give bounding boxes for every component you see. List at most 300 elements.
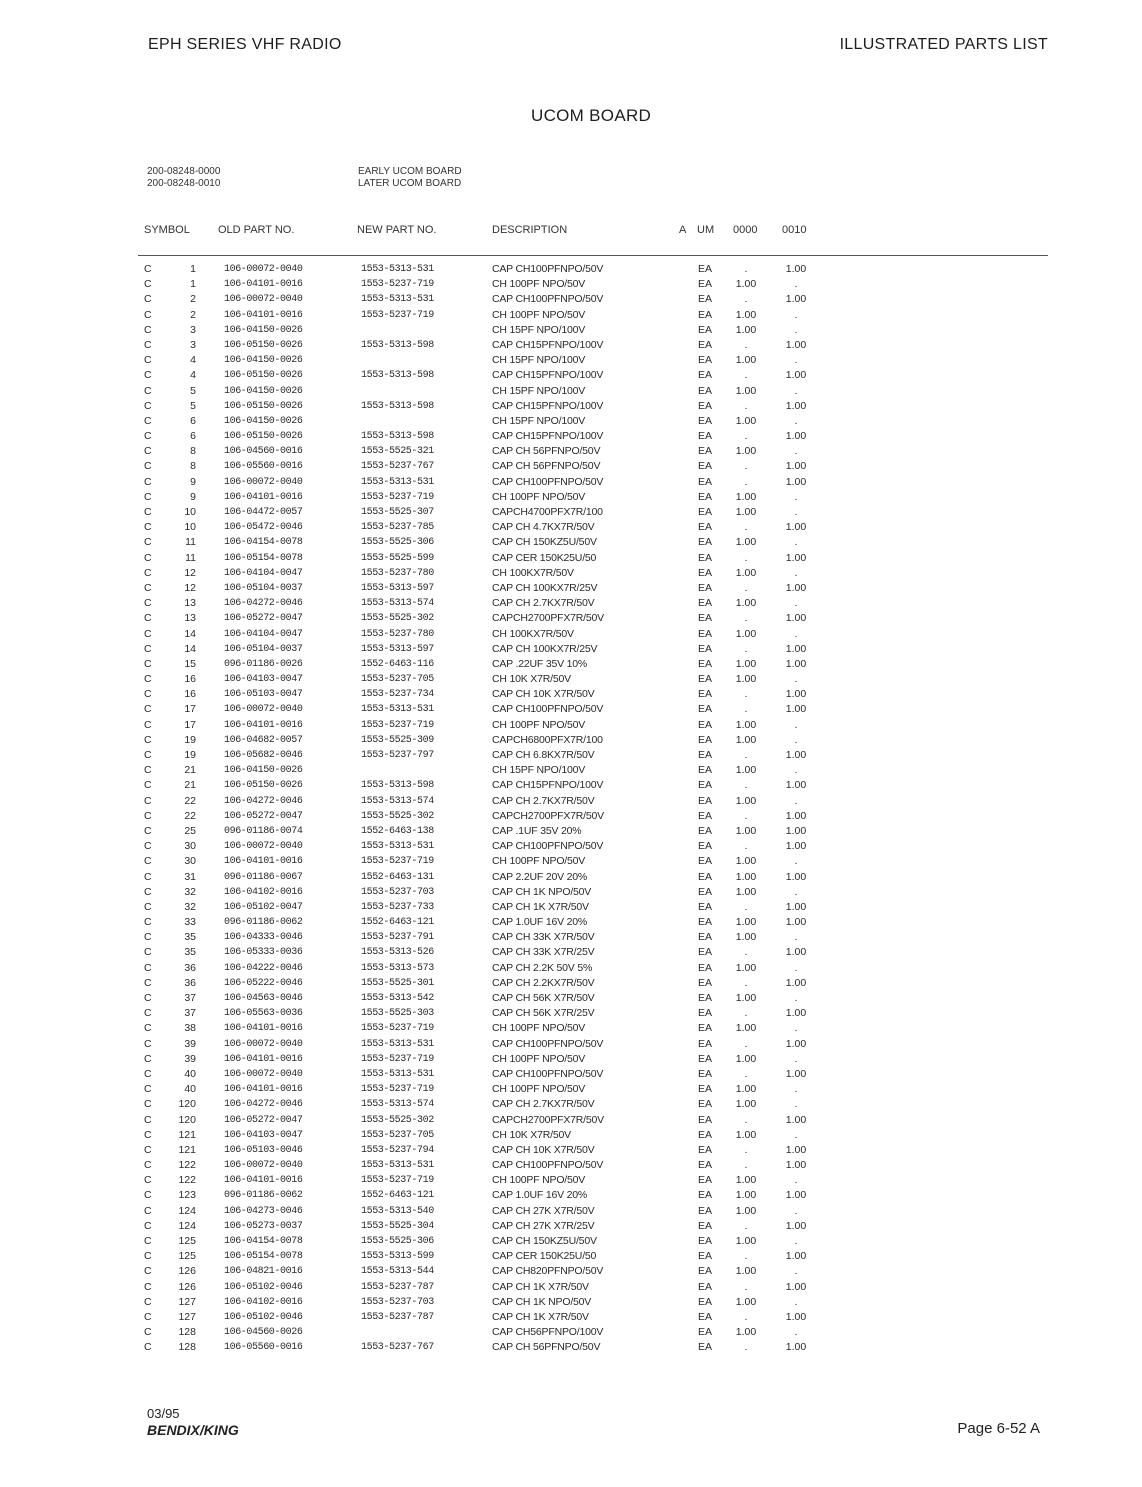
- row-description: CAP CH100PFNPO/50V: [492, 703, 604, 716]
- row-old-part-number: 106-04273-0046: [224, 1205, 303, 1217]
- row-qty-0010: 1.00: [785, 642, 807, 655]
- row-unit: EA: [698, 1219, 713, 1232]
- row-item-number: 39: [184, 1052, 196, 1065]
- row-qty-0010: 1.00: [785, 946, 807, 959]
- row-item-number: 10: [184, 521, 196, 534]
- row-qty-0010: 1.00: [785, 779, 807, 792]
- row-description: CH 100PF NPO/50V: [492, 490, 586, 503]
- row-old-part-number: 106-04103-0047: [224, 674, 303, 686]
- row-description: CAP CH100PFNPO/50V: [492, 840, 604, 853]
- row-old-part-number: 106-04102-0016: [224, 1296, 303, 1308]
- row-new-part-number: 1553-5313-531: [361, 264, 434, 275]
- row-description: CAP CH 56PFNPO/50V: [492, 1341, 601, 1354]
- parts-table: [0, 262, 1142, 1356]
- row-qty-0010: .: [794, 961, 798, 974]
- row-qty-0000: 1.00: [735, 566, 757, 579]
- row-symbol: C: [144, 506, 152, 518]
- row-qty-0000: 1.00: [735, 824, 757, 837]
- row-item-number: 126: [178, 1280, 196, 1293]
- row-description: CAP CH 56K X7R/25V: [492, 1007, 595, 1020]
- row-item-number: 30: [184, 840, 196, 853]
- row-new-part-number: 1553-5525-307: [361, 507, 434, 518]
- row-symbol: C: [144, 1067, 152, 1080]
- row-qty-0000: .: [744, 642, 748, 655]
- row-old-part-number: 106-05103-0047: [224, 689, 303, 701]
- row-symbol: C: [144, 642, 152, 655]
- row-item-number: 127: [178, 1295, 196, 1308]
- row-old-part-number: 106-04150-0026: [224, 324, 303, 336]
- row-old-part-number: 106-04101-0016: [224, 309, 303, 321]
- row-new-part-number: 1552-6463-121: [361, 917, 434, 929]
- row-unit: EA: [698, 430, 713, 443]
- row-unit: EA: [698, 1235, 713, 1247]
- row-symbol: C: [144, 1219, 152, 1232]
- row-item-number: 37: [184, 1007, 196, 1020]
- row-item-number: 12: [184, 581, 196, 594]
- table-row: [0, 915, 1142, 930]
- row-old-part-number: 106-05682-0046: [224, 750, 303, 761]
- row-symbol: C: [144, 627, 152, 640]
- row-qty-0000: 1.00: [735, 992, 757, 1004]
- row-symbol: C: [144, 688, 152, 701]
- row-unit: EA: [698, 992, 713, 1004]
- row-old-part-number: 106-04104-0047: [224, 628, 303, 640]
- row-description: CH 15PF NPO/100V: [492, 323, 586, 336]
- row-item-number: 9: [190, 490, 196, 503]
- row-qty-0010: .: [794, 1204, 798, 1217]
- row-description: CAP CH 6.8KX7R/50V: [492, 749, 595, 761]
- row-qty-0000: 1.00: [735, 931, 757, 944]
- row-qty-0000: 1.00: [735, 885, 757, 898]
- row-qty-0000: .: [744, 338, 748, 351]
- row-item-number: 16: [184, 673, 196, 686]
- row-qty-0000: 1.00: [735, 323, 757, 336]
- row-qty-0010: 1.00: [785, 1159, 807, 1172]
- row-qty-0010: 1.00: [785, 460, 807, 473]
- row-qty-0010: .: [794, 414, 798, 427]
- row-description: CAP CH 150KZ5U/50V: [492, 536, 597, 549]
- row-description: CAP CER 150K25U/50: [492, 551, 597, 564]
- row-symbol: C: [144, 1341, 152, 1354]
- table-row: [0, 262, 1142, 277]
- row-description: CAP 2.2UF 20V 20%: [492, 870, 588, 883]
- table-row: [0, 1234, 1142, 1249]
- row-qty-0010: .: [794, 354, 798, 367]
- row-description: CAP .1UF 35V 20%: [492, 824, 582, 837]
- row-qty-0010: .: [794, 308, 798, 321]
- row-old-part-number: 106-04102-0016: [224, 886, 303, 898]
- row-qty-0010: .: [794, 566, 798, 579]
- row-description: CH 100PF NPO/50V: [492, 1022, 586, 1035]
- row-qty-0000: .: [744, 399, 748, 412]
- table-row: [0, 444, 1142, 459]
- row-old-part-number: 106-04821-0016: [224, 1266, 303, 1278]
- col-symbol: SYMBOL: [144, 224, 190, 236]
- row-old-part-number: 106-05333-0036: [224, 947, 303, 959]
- row-qty-0000: .: [744, 263, 748, 275]
- row-unit: EA: [698, 1326, 713, 1339]
- row-item-number: 13: [184, 612, 196, 625]
- row-new-part-number: 1553-5313-598: [361, 370, 434, 382]
- row-item-number: 37: [184, 992, 196, 1004]
- row-item-number: 122: [178, 1174, 196, 1187]
- row-item-number: 15: [184, 657, 196, 670]
- row-description: CAP .22UF 35V 10%: [492, 657, 588, 670]
- row-description: CAP CH100PFNPO/50V: [492, 1037, 604, 1050]
- row-symbol: C: [144, 870, 152, 883]
- row-old-part-number: 096-01186-0074: [224, 825, 303, 837]
- row-old-part-number: 106-04101-0016: [224, 719, 303, 731]
- row-item-number: 125: [178, 1235, 196, 1247]
- row-description: CH 100KX7R/50V: [492, 566, 574, 579]
- row-description: CAP CH820PFNPO/50V: [492, 1265, 604, 1278]
- row-new-part-number: 1553-5313-540: [361, 1205, 434, 1217]
- row-symbol: C: [144, 612, 152, 625]
- row-qty-0000: .: [744, 581, 748, 594]
- row-new-part-number: 1553-5237-719: [361, 1084, 434, 1096]
- row-unit: EA: [698, 688, 713, 701]
- table-row: [0, 338, 1142, 353]
- row-new-part-number: 1553-5525-302: [361, 613, 434, 625]
- row-unit: EA: [698, 916, 713, 929]
- row-old-part-number: 106-04563-0046: [224, 993, 303, 1004]
- row-description: CAP CH 4.7KX7R/50V: [492, 521, 595, 534]
- row-new-part-number: 1552-6463-131: [361, 871, 434, 883]
- table-row: [0, 368, 1142, 383]
- row-qty-0000: .: [744, 1250, 748, 1263]
- row-unit: EA: [698, 506, 713, 518]
- table-row: [0, 1021, 1142, 1036]
- row-symbol: C: [144, 976, 152, 989]
- row-symbol: C: [144, 1083, 152, 1096]
- row-item-number: 19: [184, 733, 196, 746]
- row-item-number: 40: [184, 1083, 196, 1096]
- row-new-part-number: 1553-5237-767: [361, 461, 434, 473]
- row-qty-0000: 1.00: [735, 855, 757, 868]
- row-old-part-number: 106-04222-0046: [224, 962, 303, 974]
- row-qty-0000: 1.00: [735, 1083, 757, 1096]
- row-new-part-number: 1552-6463-116: [361, 658, 434, 670]
- row-qty-0010: 1.00: [785, 657, 807, 670]
- row-unit: EA: [698, 1052, 713, 1065]
- row-symbol: C: [144, 384, 152, 397]
- row-unit: EA: [698, 1067, 713, 1080]
- row-unit: EA: [698, 536, 713, 549]
- row-new-part-number: 1552-6463-138: [361, 825, 434, 837]
- row-description: CAP CH 10K X7R/50V: [492, 1143, 595, 1156]
- row-unit: EA: [698, 1143, 713, 1156]
- row-qty-0010: 1.00: [785, 1280, 807, 1293]
- row-item-number: 124: [178, 1204, 196, 1217]
- row-symbol: C: [144, 931, 152, 944]
- row-new-part-number: 1553-5237-719: [361, 491, 434, 503]
- row-item-number: 40: [184, 1067, 196, 1080]
- row-qty-0000: 1.00: [735, 1204, 757, 1217]
- table-row: [0, 900, 1142, 915]
- row-qty-0010: 1.00: [785, 430, 807, 443]
- row-new-part-number: 1553-5525-599: [361, 552, 434, 564]
- row-qty-0000: 1.00: [735, 490, 757, 503]
- row-symbol: C: [144, 900, 152, 913]
- row-qty-0000: 1.00: [735, 1022, 757, 1035]
- row-symbol: C: [144, 1143, 152, 1156]
- footer-brand: BENDIX/KING: [147, 1422, 239, 1438]
- row-qty-0000: .: [744, 369, 748, 382]
- row-unit: EA: [698, 1174, 713, 1187]
- table-row: [0, 1128, 1142, 1143]
- row-qty-0010: .: [794, 445, 798, 458]
- row-qty-0010: .: [794, 278, 798, 291]
- table-row: [0, 596, 1142, 611]
- row-qty-0010: 1.00: [785, 1113, 807, 1126]
- row-qty-0010: 1.00: [785, 1037, 807, 1050]
- row-qty-0000: .: [744, 1143, 748, 1156]
- col-um: UM: [697, 224, 715, 236]
- table-row: [0, 1143, 1142, 1158]
- table-row: [0, 1097, 1142, 1112]
- table-row: [0, 854, 1142, 869]
- table-row: [0, 308, 1142, 323]
- table-row: [0, 1113, 1142, 1128]
- row-qty-0010: 1.00: [785, 475, 807, 488]
- row-qty-0010: 1.00: [785, 916, 807, 929]
- table-row: [0, 1249, 1142, 1264]
- row-new-part-number: 1553-5313-542: [361, 993, 434, 1004]
- row-old-part-number: 106-04150-0026: [224, 765, 303, 777]
- row-symbol: C: [144, 369, 152, 382]
- row-qty-0010: .: [794, 885, 798, 898]
- row-description: CAP CH 150KZ5U/50V: [492, 1235, 597, 1247]
- table-row: [0, 1264, 1142, 1279]
- row-item-number: 5: [190, 399, 196, 412]
- row-new-part-number: 1553-5313-597: [361, 643, 434, 655]
- row-qty-0000: 1.00: [735, 1189, 757, 1202]
- table-row: [0, 323, 1142, 338]
- row-qty-0000: .: [744, 1113, 748, 1126]
- row-item-number: 9: [190, 475, 196, 488]
- row-qty-0010: 1.00: [785, 293, 807, 306]
- row-new-part-number: 1553-5313-598: [361, 400, 434, 412]
- row-symbol: C: [144, 764, 152, 777]
- table-row: [0, 581, 1142, 596]
- row-old-part-number: 106-05150-0026: [224, 339, 303, 351]
- row-symbol: C: [144, 794, 152, 807]
- table-row: [0, 292, 1142, 307]
- row-item-number: 35: [184, 931, 196, 944]
- row-qty-0000: 1.00: [735, 916, 757, 929]
- row-new-part-number: 1553-5237-794: [361, 1144, 434, 1156]
- row-description: CH 100PF NPO/50V: [492, 308, 586, 321]
- row-qty-0010: .: [794, 490, 798, 503]
- col-a: A: [679, 224, 687, 236]
- row-new-part-number: 1553-5237-719: [361, 1023, 434, 1035]
- row-qty-0000: 1.00: [735, 1098, 757, 1111]
- row-qty-0010: .: [794, 1083, 798, 1096]
- row-qty-0000: 1.00: [735, 733, 757, 746]
- row-new-part-number: 1553-5237-791: [361, 932, 434, 944]
- row-unit: EA: [698, 764, 713, 777]
- row-old-part-number: 106-04560-0026: [224, 1327, 303, 1339]
- row-unit: EA: [698, 308, 713, 321]
- row-description: CAP CH56PFNPO/100V: [492, 1326, 604, 1339]
- row-old-part-number: 106-04150-0026: [224, 415, 303, 427]
- row-qty-0010: .: [794, 384, 798, 397]
- row-description: CAP CH 2.2KX7R/50V: [492, 976, 595, 989]
- row-symbol: C: [144, 278, 152, 291]
- row-description: CAPCH2700PFX7R/50V: [492, 612, 604, 625]
- row-new-part-number: 1553-5313-531: [361, 476, 434, 488]
- table-row: [0, 505, 1142, 520]
- row-description: CAP CH 27K X7R/50V: [492, 1204, 595, 1217]
- row-qty-0010: .: [794, 627, 798, 640]
- row-old-part-number: 106-04472-0057: [224, 507, 303, 518]
- row-unit: EA: [698, 794, 713, 807]
- row-qty-0000: 1.00: [735, 1326, 757, 1339]
- row-new-part-number: 1553-5237-703: [361, 1296, 434, 1308]
- row-old-part-number: 106-05104-0037: [224, 582, 303, 594]
- row-new-part-number: 1553-5525-321: [361, 446, 434, 458]
- table-row: [0, 702, 1142, 717]
- row-description: CH 100PF NPO/50V: [492, 855, 586, 868]
- table-row: [0, 1067, 1142, 1082]
- row-old-part-number: 106-04154-0078: [224, 1236, 303, 1247]
- row-description: CAP CH15PFNPO/100V: [492, 369, 604, 382]
- row-symbol: C: [144, 733, 152, 746]
- row-new-part-number: 1553-5237-797: [361, 750, 434, 761]
- col-qty-0000: 0000: [733, 224, 758, 236]
- row-symbol: C: [144, 490, 152, 503]
- row-unit: EA: [698, 961, 713, 974]
- row-symbol: C: [144, 1174, 152, 1187]
- table-row: [0, 1082, 1142, 1097]
- row-old-part-number: 106-04101-0016: [224, 856, 303, 868]
- row-qty-0010: .: [794, 597, 798, 610]
- page-title: UCOM BOARD: [531, 106, 652, 125]
- row-qty-0010: .: [794, 1128, 798, 1141]
- row-description: CAP CH15PFNPO/100V: [492, 399, 604, 412]
- row-description: CH 15PF NPO/100V: [492, 384, 586, 397]
- col-old-part: OLD PART NO.: [218, 224, 295, 236]
- table-row: [0, 414, 1142, 429]
- row-qty-0010: .: [794, 1022, 798, 1035]
- row-new-part-number: 1553-5237-787: [361, 1281, 434, 1293]
- row-qty-0010: .: [794, 1098, 798, 1111]
- row-symbol: C: [144, 703, 152, 716]
- row-qty-0010: 1.00: [785, 1067, 807, 1080]
- row-old-part-number: 106-04272-0046: [224, 598, 303, 610]
- table-row: [0, 718, 1142, 733]
- row-description: CAP CH 33K X7R/50V: [492, 931, 595, 944]
- row-qty-0000: .: [744, 1067, 748, 1080]
- row-description: CAP CER 150K25U/50: [492, 1250, 597, 1263]
- row-qty-0000: .: [744, 946, 748, 959]
- row-unit: EA: [698, 627, 713, 640]
- document-header-left: EPH SERIES VHF RADIO: [148, 36, 342, 53]
- row-qty-0010: 1.00: [785, 1189, 807, 1202]
- table-row: [0, 961, 1142, 976]
- row-symbol: C: [144, 718, 152, 731]
- row-old-part-number: 106-04560-0016: [224, 446, 303, 458]
- row-symbol: C: [144, 430, 152, 443]
- row-qty-0010: .: [794, 855, 798, 868]
- row-item-number: 121: [178, 1143, 196, 1156]
- row-symbol: C: [144, 916, 152, 929]
- row-new-part-number: 1553-5237-733: [361, 901, 434, 913]
- row-item-number: 13: [184, 597, 196, 610]
- row-unit: EA: [698, 1310, 713, 1323]
- row-item-number: 17: [184, 718, 196, 731]
- row-unit: EA: [698, 1250, 713, 1263]
- row-unit: EA: [698, 475, 713, 488]
- row-item-number: 25: [184, 824, 196, 837]
- row-item-number: 14: [184, 642, 196, 655]
- row-description: CAP 1.0UF 16V 20%: [492, 916, 588, 929]
- table-row: [0, 1006, 1142, 1021]
- row-symbol: C: [144, 597, 152, 610]
- row-item-number: 11: [185, 551, 196, 564]
- row-item-number: 1: [190, 263, 196, 275]
- table-row: [0, 611, 1142, 626]
- table-row: [0, 657, 1142, 672]
- row-unit: EA: [698, 1280, 713, 1293]
- row-qty-0010: 1.00: [785, 703, 807, 716]
- row-symbol: C: [144, 1189, 152, 1202]
- row-new-part-number: 1553-5237-703: [361, 886, 434, 898]
- table-row: [0, 945, 1142, 960]
- row-new-part-number: 1553-5313-598: [361, 339, 434, 351]
- row-unit: EA: [698, 460, 713, 473]
- row-qty-0010: 1.00: [785, 749, 807, 761]
- row-description: CAP 1.0UF 16V 20%: [492, 1189, 588, 1202]
- row-old-part-number: 106-00072-0040: [224, 841, 303, 853]
- row-qty-0010: .: [794, 1052, 798, 1065]
- row-new-part-number: 1553-5313-531: [361, 1068, 434, 1080]
- row-qty-0000: 1.00: [735, 961, 757, 974]
- row-item-number: 125: [178, 1250, 196, 1263]
- col-new-part: NEW PART NO.: [357, 224, 437, 236]
- row-new-part-number: 1553-5313-598: [361, 431, 434, 443]
- row-item-number: 6: [190, 430, 196, 443]
- row-description: CAP CH 2.7KX7R/50V: [492, 794, 595, 807]
- row-new-part-number: 1553-5237-734: [361, 689, 434, 701]
- row-unit: EA: [698, 597, 713, 610]
- row-unit: EA: [698, 824, 713, 837]
- table-row: [0, 763, 1142, 778]
- row-item-number: 22: [184, 794, 196, 807]
- row-unit: EA: [698, 323, 713, 336]
- table-row: [0, 991, 1142, 1006]
- row-qty-0010: .: [794, 794, 798, 807]
- row-qty-0000: 1.00: [735, 308, 757, 321]
- row-qty-0000: 1.00: [735, 673, 757, 686]
- row-qty-0010: 1.00: [785, 369, 807, 382]
- row-description: CAP CH 2.2K 50V 5%: [492, 961, 593, 974]
- row-qty-0010: 1.00: [785, 870, 807, 883]
- row-new-part-number: 1553-5313-574: [361, 598, 434, 610]
- row-new-part-number: 1553-5313-526: [361, 947, 434, 959]
- row-qty-0000: .: [744, 521, 748, 534]
- row-description: CAP CH 1K NPO/50V: [492, 885, 592, 898]
- row-description: CH 100PF NPO/50V: [492, 1052, 586, 1065]
- row-unit: EA: [698, 779, 713, 792]
- row-symbol: C: [144, 445, 152, 458]
- table-row: [0, 733, 1142, 748]
- row-item-number: 126: [178, 1265, 196, 1278]
- table-row: [0, 1295, 1142, 1310]
- row-description: CAPCH2700PFX7R/50V: [492, 1113, 604, 1126]
- row-unit: EA: [698, 414, 713, 427]
- row-qty-0010: .: [794, 323, 798, 336]
